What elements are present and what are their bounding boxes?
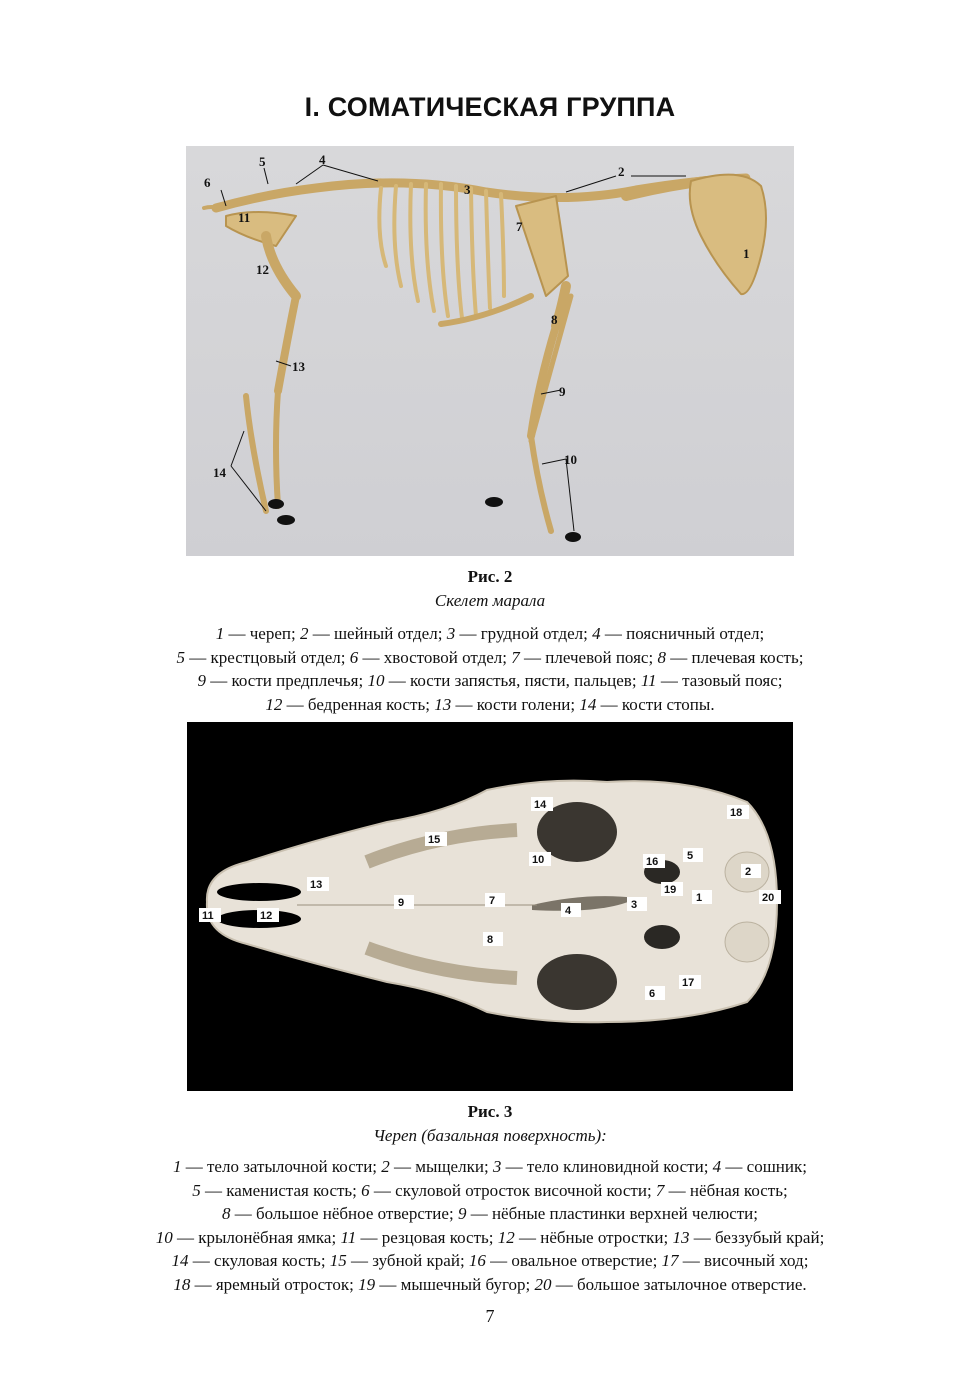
legend-text: большое затылочное отверстие xyxy=(577,1274,803,1294)
legend-line: 5 — крестцовый отдел; 6 — хвостовой отдел; 7 — плечевой пояс; 8 — плечевая кость; xyxy=(176,647,804,667)
legend-number: 8 xyxy=(222,1204,231,1223)
legend-text: височный ход xyxy=(704,1251,804,1270)
legend-text: кости голени xyxy=(476,694,571,714)
fig3-marker: 17 xyxy=(682,977,695,989)
fig3-marker: 7 xyxy=(489,895,496,907)
fig3-marker: 18 xyxy=(730,807,743,819)
legend-number: 13 xyxy=(672,1227,690,1247)
fig2-marker: 4 xyxy=(319,152,326,167)
fig3-marker: 6 xyxy=(649,988,656,1000)
legend-text: скуловой отросток височной кости xyxy=(395,1180,647,1200)
legend-text: крылонёбная ямка xyxy=(198,1227,332,1247)
legend-number: 2 xyxy=(299,624,309,643)
legend-line: 10 — крылонёбная ямка; 11 — резцовая кость; 12 — нёбные отростки; 13 — беззубый край; xyxy=(155,1227,825,1247)
legend-number: 9 xyxy=(197,671,206,690)
legend-number: 19 xyxy=(358,1274,376,1294)
skull-photo xyxy=(187,722,793,1091)
fig3-marker: 15 xyxy=(428,834,441,846)
fig3-marker: 11 xyxy=(202,910,214,922)
fig2-marker: 7 xyxy=(516,219,523,234)
legend-number: 1 xyxy=(215,624,225,643)
page-title: I. СОМАТИЧЕСКАЯ ГРУППА xyxy=(304,92,676,122)
figure2-legend xyxy=(60,622,920,716)
legend-number: 16 xyxy=(468,1251,486,1270)
legend-text: зубной край xyxy=(372,1251,460,1270)
figure2-caption: Скелет марала xyxy=(434,591,546,610)
fig3-marker: 19 xyxy=(664,884,677,896)
legend-text: сошник xyxy=(746,1157,803,1176)
legend-text: резцовая кость xyxy=(381,1227,489,1247)
legend-number: 3 xyxy=(446,624,456,643)
legend-line: 5 — каменистая кость; 6 — скуловой отросток височной кости; 7 — нёбная кость; xyxy=(192,1180,788,1200)
legend-number: 18 xyxy=(173,1274,191,1294)
legend-text: череп xyxy=(249,624,291,643)
fig3-marker: 3 xyxy=(631,899,638,911)
figure3-label: Рис. 3 xyxy=(467,1102,513,1121)
legend-line: 1 — тело затылочной кости; 2 — мыщелки; 3 — тело клиновидной кости; 4 — сошник; xyxy=(172,1157,807,1176)
legend-text: кости предплечья xyxy=(231,671,359,690)
legend-number: 6 xyxy=(349,647,359,667)
legend-line: 14 — скуловая кость; 15 — зубной край; 16 — овальное отверстие; 17 — височный ход; xyxy=(171,1251,809,1270)
figure2-label: Рис. 2 xyxy=(467,567,513,586)
legend-text: мышечный бугор xyxy=(400,1274,526,1294)
legend-text: яремный отросток xyxy=(215,1274,350,1294)
legend-number: 14 xyxy=(171,1251,189,1270)
fig2-marker: 11 xyxy=(238,210,251,225)
legend-number: 20 xyxy=(534,1274,552,1294)
fig3-marker: 8 xyxy=(487,934,494,946)
fig2-marker: 1 xyxy=(743,246,750,261)
fig2-marker: 8 xyxy=(551,312,558,327)
fig3-marker: 12 xyxy=(260,910,273,922)
fig3-marker: 14 xyxy=(534,799,547,811)
legend-text: нёбные отростки xyxy=(540,1227,664,1247)
legend-number: 17 xyxy=(661,1251,679,1270)
legend-text: тело клиновидной кости xyxy=(526,1157,704,1176)
fig2-marker: 14 xyxy=(213,465,226,480)
fig2-marker: 13 xyxy=(292,359,305,374)
fig3-marker: 2 xyxy=(745,866,752,878)
legend-text: кости запястья, пясти, пальцев xyxy=(409,671,632,690)
fig2-marker: 2 xyxy=(618,164,625,179)
legend-number: 9 xyxy=(457,1204,467,1223)
fig3-marker: 16 xyxy=(646,856,659,868)
legend-text: кости стопы xyxy=(621,694,711,714)
legend-text: бедренная кость xyxy=(307,694,426,714)
legend-number: 12 xyxy=(265,694,283,714)
legend-number: 5 xyxy=(176,647,186,667)
fig3-marker: 13 xyxy=(310,879,323,891)
legend-text: мыщелки xyxy=(415,1157,484,1176)
legend-number: 3 xyxy=(492,1157,502,1176)
legend-line: 8 — большое нёбное отверстие; 9 — нёбные пластинки верхней челюсти; xyxy=(222,1204,758,1223)
legend-text: крестцовый отдел xyxy=(210,647,341,667)
legend-text: беззубый край xyxy=(715,1227,820,1247)
fig3-marker: 9 xyxy=(398,897,405,909)
legend-text: поясничный отдел xyxy=(626,624,760,643)
skeleton-photo xyxy=(186,146,794,556)
legend-text: нёбные пластинки верхней челюсти xyxy=(491,1204,754,1223)
legend-line: 1 — череп; 2 — шейный отдел; 3 — грудной отдел; 4 — поясничный отдел; xyxy=(215,624,765,643)
fig3-marker: 20 xyxy=(762,892,775,904)
legend-text: нёбная кость xyxy=(689,1180,783,1200)
fig2-marker: 3 xyxy=(464,182,471,197)
fig2-marker: 5 xyxy=(259,154,266,169)
legend-line: 12 — бедренная кость; 13 — кости голени; 14 — кости стопы. xyxy=(265,694,715,714)
legend-text: овальное отверстие xyxy=(511,1251,653,1270)
fig2-marker: 6 xyxy=(204,175,211,190)
legend-text: большое нёбное отверстие xyxy=(256,1204,449,1223)
legend-text: плечевой пояс xyxy=(545,647,649,667)
legend-line: 18 — яремный отросток; 19 — мышечный бугор; 20 — большое затылочное отверстие. xyxy=(173,1274,807,1294)
page-number: 7 xyxy=(485,1306,495,1326)
legend-text: шейный отдел xyxy=(333,624,438,643)
legend-number: 1 xyxy=(172,1157,182,1176)
figure3-caption: Череп (базальная поверхность): xyxy=(373,1126,607,1145)
legend-number: 13 xyxy=(434,694,452,714)
legend-number: 11 xyxy=(340,1227,357,1247)
legend-text: грудной отдел xyxy=(480,624,584,643)
legend-number: 5 xyxy=(192,1180,201,1200)
legend-text: скуловая кость xyxy=(214,1251,321,1270)
fig2-marker: 9 xyxy=(559,384,566,399)
legend-text: тело затылочной кости xyxy=(206,1157,373,1176)
legend-number: 4 xyxy=(592,624,601,643)
legend-number: 12 xyxy=(497,1227,515,1247)
legend-number: 7 xyxy=(511,647,520,667)
legend-number: 6 xyxy=(361,1180,370,1200)
legend-number: 15 xyxy=(329,1251,347,1270)
legend-text: тазовый пояс xyxy=(682,671,778,690)
legend-number: 4 xyxy=(712,1157,722,1176)
fig3-marker: 4 xyxy=(565,905,572,917)
legend-text: каменистая кость xyxy=(226,1180,353,1200)
legend-text: плечевая кость xyxy=(691,647,799,667)
legend-number: 8 xyxy=(657,647,666,667)
legend-number: 14 xyxy=(579,694,597,714)
legend-number: 11 xyxy=(640,671,657,690)
legend-text: хвостовой отдел xyxy=(383,647,503,667)
legend-line: 9 — кости предплечья; 10 — кости запястья, пясти, пальцев; 11 — тазовый пояс; xyxy=(197,671,783,690)
fig2-marker: 12 xyxy=(256,262,269,277)
figure3-legend xyxy=(40,1155,940,1296)
legend-number: 10 xyxy=(155,1227,173,1247)
fig2-marker: 10 xyxy=(564,452,577,467)
legend-number: 2 xyxy=(381,1157,390,1176)
fig3-marker: 10 xyxy=(532,854,545,866)
fig3-marker: 5 xyxy=(687,850,694,862)
legend-number: 10 xyxy=(367,671,385,690)
fig3-marker: 1 xyxy=(696,892,703,904)
legend-number: 7 xyxy=(655,1180,665,1200)
